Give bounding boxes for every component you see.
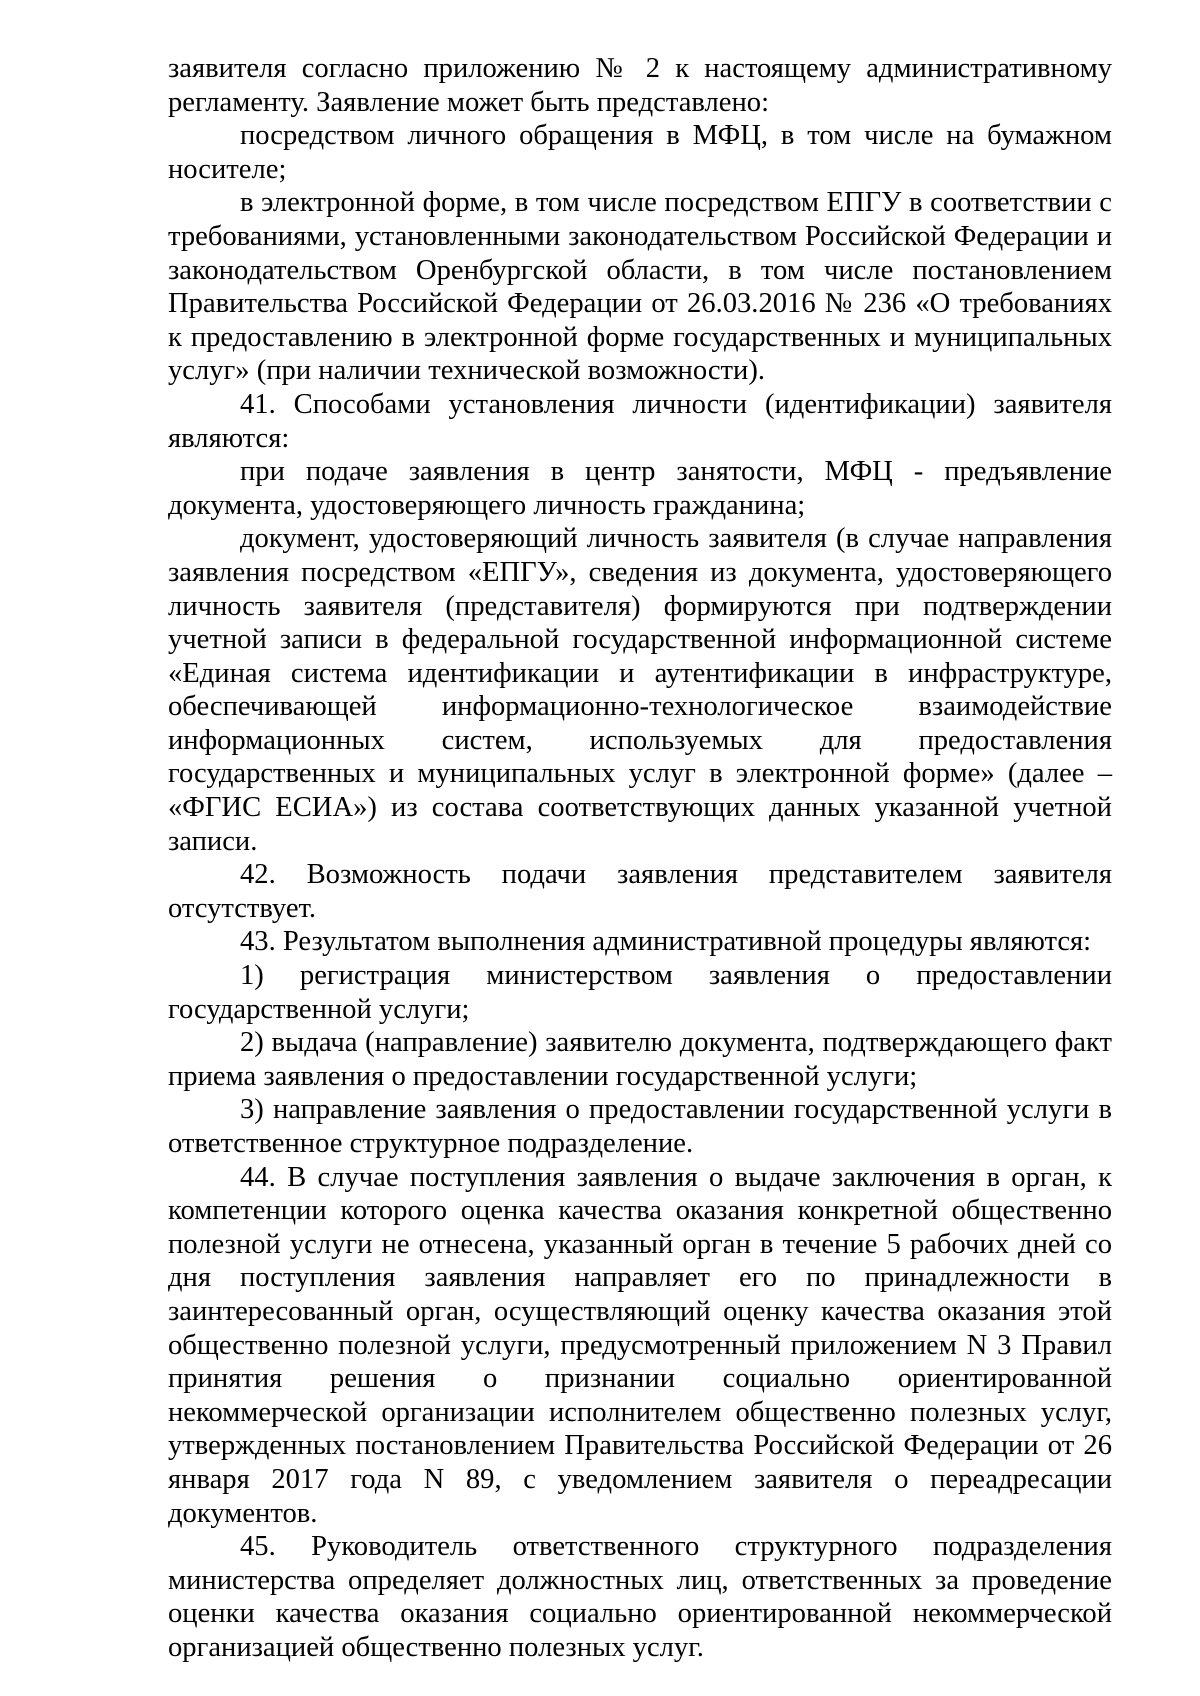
paragraph-43: 43. Результатом выполнения административной процедуры являются: (240, 926, 1092, 958)
paragraph-43-item-2: 2) выдача (направление) заявителю документа, подтверждающего факт приема заявления о предоставлении государственной услуги; (168, 1027, 1112, 1092)
paragraph-41-employment-center: при подаче заявления в центр занятости, МФЦ - предъявление документа, удостоверяющего личность гражданина; (168, 456, 1112, 521)
paragraph-45: 45. Руководитель ответственного структурного подразделения министерства определяет должностных лиц, ответственных за проведение оценки качества оказания социально ориентированной некоммерческой организацией общественно полезных услуг. (168, 1531, 1112, 1663)
document-body (168, 52, 1112, 1665)
paragraph-41: 41. Способами установления личности (идентификации) заявителя являются: (168, 388, 1112, 454)
paragraph-continuation: заявителя согласно приложению № 2 к настоящему административному регламенту. Заявление может быть представлено: (168, 53, 1112, 118)
paragraph-43-item-3: 3) направление заявления о предоставлении государственной услуги в ответственное структурное подразделение. (168, 1094, 1112, 1159)
paragraph-44: 44. В случае поступления заявления о выдаче заключения в орган, к компетенции которого оценка качества оказания конкретной общественно полезной услуги не отнесена, указанный орган в течение 5 рабочих дней со дня поступления заявления направляет его по принадлежности в заинтересованный орган, осуществляющий оценку качества оказания этой общественно полезной услуги, предусмотренный приложением N 3 Правил принятия решения о признании социально ориентированной некоммерческой организации исполнителем общественно полезных услуг, утвержденных постановлением Правительства Российской Федерации от 26 января 2017 года N 89, с уведомлением заявителя о переадресации документов. (168, 1161, 1112, 1529)
paragraph-personal-visit: посредством личного обращения в МФЦ, в том числе на бумажном носителе; (168, 120, 1112, 185)
paragraph-43-item-1: 1) регистрация министерством заявления о предоставлении государственной услуги; (168, 960, 1112, 1025)
paragraph-electronic-form: в электронной форме, в том числе посредством ЕПГУ в соответствии с требованиями, установленными законодательством Российской Федерации и законодательством Оренбургской области, в том числе постановлением Правительства Российской Федерации от 26.03.2016 № 236 «О требованиях к предоставлению в электронной форме государственных и муниципальных услуг» (при наличии технической возможности). (168, 187, 1112, 387)
paragraph-42: 42. Возможность подачи заявления представителем заявителя отсутствует. (168, 859, 1112, 924)
paragraph-41-identity-document: документ, удостоверяющий личность заявителя (в случае направления заявления посредством «ЕПГУ», сведения из документа, удостоверяющего личность заявителя (представителя) формируются при подтверждении учетной записи в федеральной государственной информационной системе «Единая система идентификации и аутентификации в инфраструктуре, обеспечивающей информационно-технологическое взаимодействие информационных систем, используемых для предоставления государственных и муниципальных услуг в электронной форме» (далее – «ФГИС ЕСИА») из состава соответствующих данных указанной учетной записи. (168, 523, 1112, 857)
